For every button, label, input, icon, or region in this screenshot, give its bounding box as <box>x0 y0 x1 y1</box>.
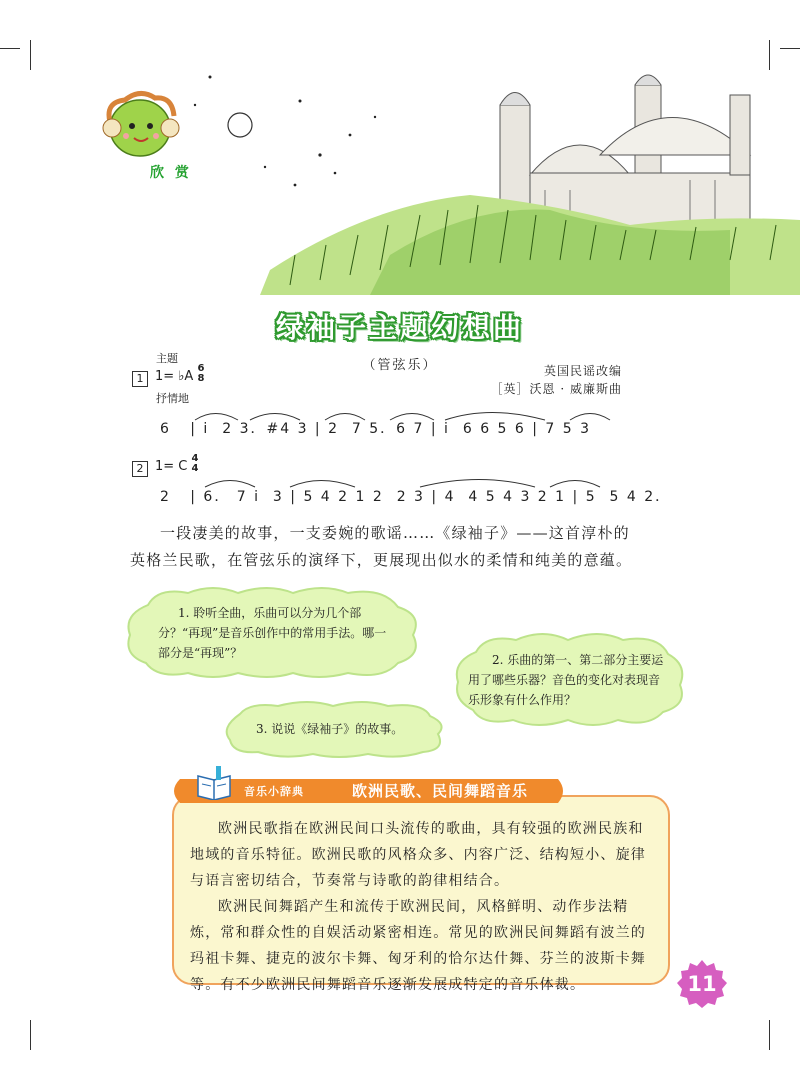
piece-subtitle: （管弦乐） <box>362 358 438 373</box>
arranger-credit: 英国民谣改编 <box>543 364 622 378</box>
section-number: 1 <box>132 371 148 387</box>
section-tag: 欣 赏 <box>150 165 192 181</box>
crop-mark <box>780 48 800 49</box>
dictionary-paragraph-1: 欧洲民歌指在欧洲民间口头流传的歌曲，具有较强的欧洲民族和地域的音乐特征。欧洲民歌的风格众多、内容广泛、结构短小、旋律与语言密切结合，节奏常与诗歌的韵律相结合。 <box>190 821 646 889</box>
crop-mark <box>0 48 20 49</box>
key-signature: 1= ♭A <box>155 369 194 384</box>
section-number: 2 <box>132 461 148 477</box>
dictionary-title: 欧洲民歌、民间舞蹈音乐 <box>352 782 529 800</box>
crop-mark <box>30 40 31 70</box>
question-3: 3. 说说《绿袖子》的故事。 <box>256 722 404 736</box>
question-1: 1. 聆听全曲，乐曲可以分为几个部分？“再现”是音乐创作中的常用手法。哪一部分是“再现”？ <box>158 606 387 660</box>
question-2: 2. 乐曲的第一、第二部分主要运用了哪些乐器？音色的变化对表现音乐形象有什么作用？ <box>468 653 664 707</box>
theme-label: 主题 <box>156 352 178 365</box>
page-number: 11 <box>687 972 717 996</box>
time-signature <box>196 364 206 384</box>
composer-credit: ［英］沃恩 · 威廉斯曲 <box>490 382 622 396</box>
score-line-1: 6 | i 2 3．#4 3 | 2 7 5．6 7 | i 6 6 5 6 | 7 5 3 <box>160 421 592 437</box>
page-title: 绿袖子主题幻想曲 <box>275 311 524 344</box>
meter-top: 6 <box>197 363 205 374</box>
score-line-2: 2 | 6． 7 i 3 | 5 4 2 1 2 2 3 | 4 4 5 4 3 2 1 | 5 5 4 2． <box>160 489 672 505</box>
cathedral-illustration <box>90 55 800 295</box>
intro-paragraph: 一段凄美的故事，一支委婉的歌谣……《绿袖子》——这首淳朴的英格兰民歌，在管弦乐的演绎下，更展现出似水的柔情和纯美的意蕴。 <box>130 524 633 569</box>
meter-bottom: 8 <box>197 373 205 384</box>
dictionary-label: 音乐小辞典 <box>244 785 304 798</box>
crop-mark <box>30 1020 31 1050</box>
crop-mark <box>769 1020 770 1050</box>
book-icon <box>194 766 234 800</box>
mood-label: 抒情地 <box>156 392 189 405</box>
time-signature <box>190 454 200 474</box>
key-signature: 1= C <box>155 459 188 474</box>
meter-bottom: 4 <box>191 463 199 474</box>
meter-top: 4 <box>191 453 199 464</box>
dictionary-paragraph-2: 欧洲民间舞蹈产生和流传于欧洲民间，风格鲜明、动作步法精炼，常和群众性的自娱活动紧密相连。常见的欧洲民间舞蹈有波兰的玛祖卡舞、捷克的波尔卡舞、匈牙利的恰尔达什舞、芬兰的波斯卡舞等。有不少欧洲民间舞蹈音乐逐渐发展成特定的音乐体裁。 <box>190 899 646 993</box>
